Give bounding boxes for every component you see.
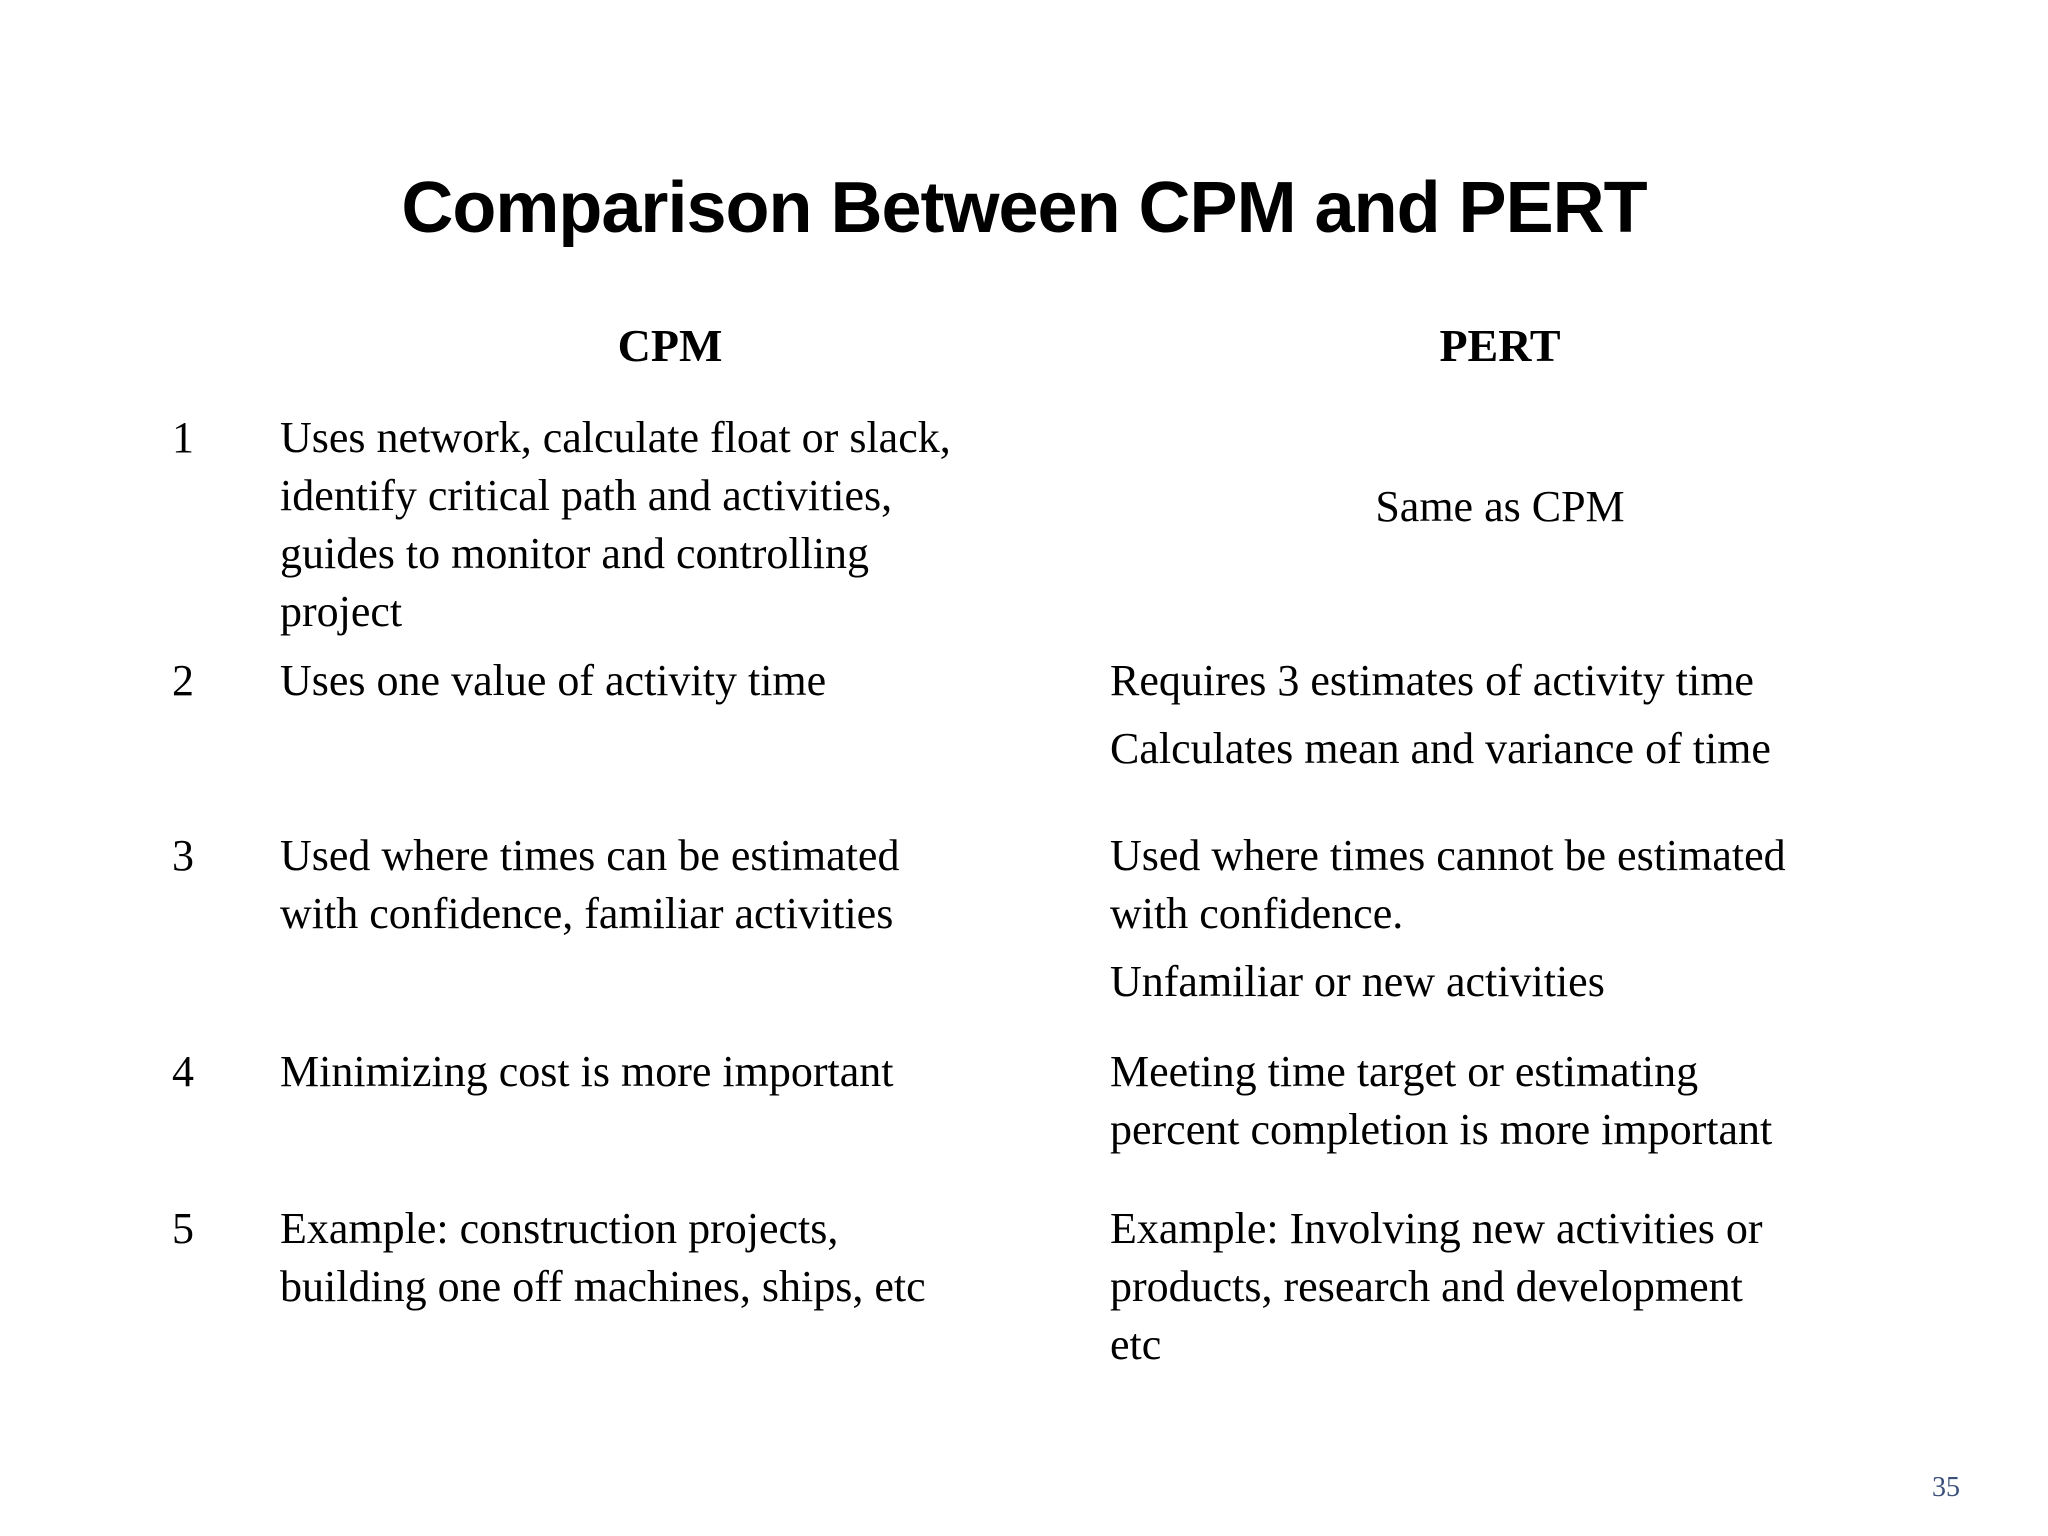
row-number: 5 bbox=[172, 1204, 194, 1253]
pert-cell-line: with confidence. bbox=[1110, 889, 1404, 938]
pert-cell-line: Same as CPM bbox=[1375, 482, 1625, 531]
pert-cell-line: Requires 3 estimates of activity time bbox=[1110, 656, 1754, 705]
cpm-cell-line: with confidence, familiar activities bbox=[280, 889, 894, 938]
cpm-cell-line: project bbox=[280, 587, 403, 636]
page-number: 35 bbox=[1932, 1472, 1960, 1503]
pert-cell-line: Used where times cannot be estimated bbox=[1110, 831, 1786, 880]
pert-cell-line: etc bbox=[1110, 1320, 1162, 1369]
pert-cell-line: Example: Involving new activities or bbox=[1110, 1204, 1763, 1253]
cpm-cell-line: Minimizing cost is more important bbox=[280, 1047, 894, 1096]
column-header-pert: PERT bbox=[1439, 320, 1561, 371]
row-number: 2 bbox=[172, 656, 194, 705]
pert-cell-line: products, research and development bbox=[1110, 1262, 1743, 1311]
cpm-cell-line: Used where times can be estimated bbox=[280, 831, 900, 880]
page-title: Comparison Between CPM and PERT bbox=[401, 168, 1647, 248]
cpm-cell-line: Uses one value of activity time bbox=[280, 656, 827, 705]
row-number: 4 bbox=[172, 1047, 194, 1096]
pert-cell-line: Meeting time target or estimating bbox=[1110, 1047, 1699, 1096]
pert-cell-line: Calculates mean and variance of time bbox=[1110, 724, 1771, 773]
column-header-cpm: CPM bbox=[617, 320, 723, 371]
pert-cell-line: Unfamiliar or new activities bbox=[1110, 957, 1605, 1006]
cpm-cell-line: building one off machines, ships, etc bbox=[280, 1262, 926, 1311]
row-number: 1 bbox=[172, 413, 194, 462]
row-number: 3 bbox=[172, 831, 194, 880]
pert-cell-line: percent completion is more important bbox=[1110, 1105, 1773, 1154]
cpm-cell-line: identify critical path and activities, bbox=[280, 471, 893, 520]
cpm-cell-line: Uses network, calculate float or slack, bbox=[280, 413, 951, 462]
cpm-cell-line: guides to monitor and controlling bbox=[280, 529, 870, 578]
cpm-cell-line: Example: construction projects, bbox=[280, 1204, 839, 1253]
